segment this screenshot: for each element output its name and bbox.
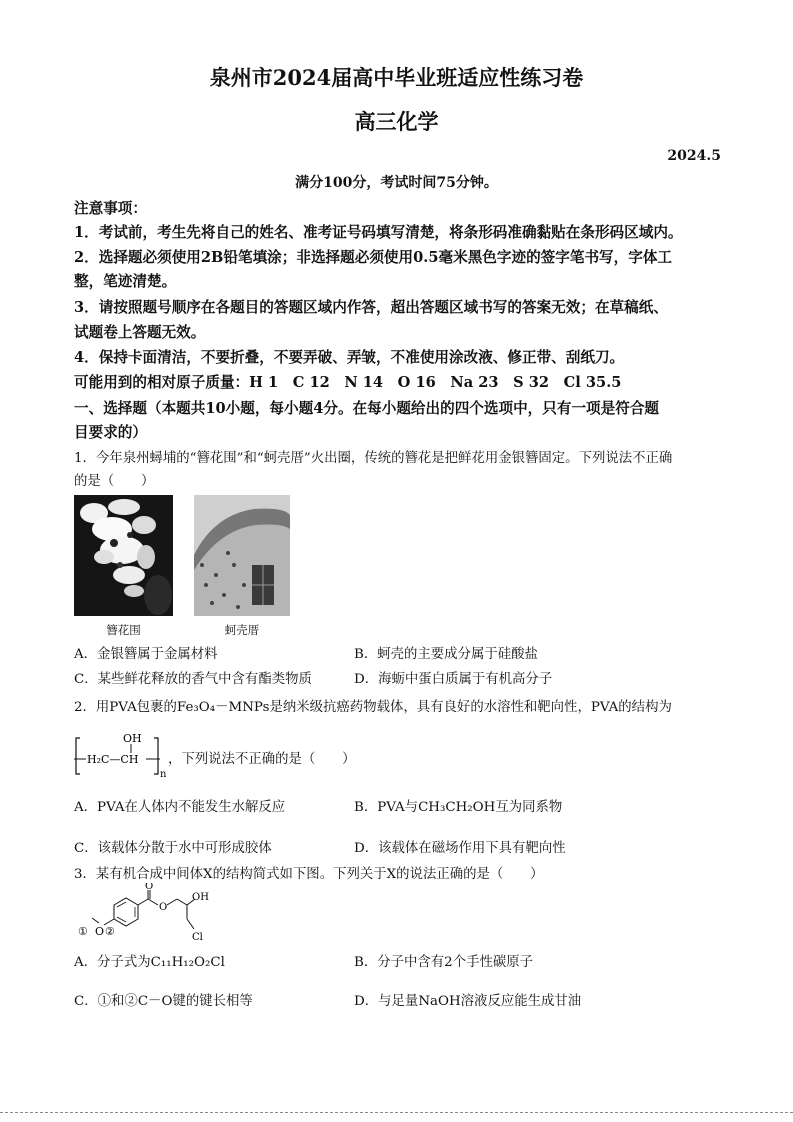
q3-option-d-post: 溶液反应能生成甘油 <box>460 994 582 1009</box>
q3-stem: 3．某有机合成中间体X的结构简式如下图。下列关于X的说法正确的是（ ） <box>74 867 544 882</box>
q2-option-b-pre: B．PVA与 <box>354 800 419 815</box>
bond-label-2: ② <box>105 925 115 938</box>
chlorine-label: Cl <box>192 932 203 943</box>
q2-option-d: D．该载体在磁场作用下具有靶向性 <box>354 841 566 856</box>
q1-option-d: D．海蛎中蛋白质属于有机高分子 <box>354 672 553 687</box>
q2-stem-formula: Fe₃O₄－MNPs <box>176 700 270 715</box>
exam-title: 泉州市2024届高中毕业班适应性练习卷 <box>209 65 584 90</box>
section-1-heading: 一、选择题（本题共10小题，每小题4分。在每小题给出的四个选项中，只有一项是符合题 <box>74 400 660 417</box>
q3-option-c-post: 键的键长相等 <box>172 994 253 1009</box>
carbonyl-o-label: O <box>145 883 154 892</box>
ester-o-label: O <box>159 902 168 913</box>
hairpin-flower-photo <box>74 495 173 616</box>
q2-option-a: A．PVA在人体内不能发生水解反应 <box>74 800 286 815</box>
q1-stem-cont: 的是（ ） <box>74 474 155 489</box>
note-1: 1．考试前，考生先将自己的姓名、准考证号码填写清楚，将条形码准确黏贴在条形码区域内。 <box>74 224 683 241</box>
pva-main-chain: H₂C—CH <box>87 753 139 766</box>
q3-option-c-pre: C．①和② <box>74 994 138 1009</box>
q3-option-d-pre: D．与足量 <box>354 994 419 1009</box>
hairpin-flower-caption: 簪花围 <box>106 623 141 637</box>
pva-repeat-n: n <box>160 769 167 780</box>
q3-option-a <box>74 951 225 970</box>
q2-option-b-formula: CH₃CH₂OH <box>418 800 496 815</box>
score-info: 满分100分，考试时间75分钟。 <box>295 175 498 191</box>
q3-option-d <box>354 990 581 1009</box>
subject-title: 高三化学 <box>354 109 439 134</box>
q1-option-a: A．金银簪属于金属材料 <box>74 647 218 662</box>
hydroxyl-label: OH <box>192 892 209 903</box>
pva-structure <box>74 730 174 780</box>
note-3: 3．请按照题号顺序在各题目的答题区域内作答，超出答题区域书写的答案无效；在草稿纸、 <box>74 299 668 316</box>
molecule-x-structure <box>74 883 224 945</box>
oyster-shell-caption: 蚵壳厝 <box>224 623 260 637</box>
atomic-masses: 可能用到的相对原子质量：H 1 C 12 N 14 O 16 Na 23 S 32 Cl 35.5 <box>74 374 622 391</box>
oyster-shell-house-photo <box>194 495 290 616</box>
q2-stem-pre: 2．用PVA包裹的 <box>74 700 177 715</box>
bond-label-1: ① <box>78 925 88 938</box>
note-3-cont: 试题卷上答题无效。 <box>74 324 206 341</box>
note-2: 2．选择题必须使用2B铅笔填涂；非选择题必须使用0.5毫米黑色字迹的签字笔书写，字体工 <box>74 249 673 266</box>
q3-option-a-formula: C₁₁H₁₂O₂Cl <box>150 955 225 970</box>
note-4: 4．保持卡面清洁，不要折叠，不要弄破、弄皱，不准使用涂改液、修正带、刮纸刀。 <box>74 349 625 366</box>
exam-date: 2024.5 <box>667 148 721 164</box>
pva-oh-label: OH <box>123 732 142 745</box>
q2-stem-tail: ，下列说法不正确的是（ ） <box>168 752 356 767</box>
q3-option-a-pre: A．分子式为 <box>74 955 151 970</box>
section-1-heading-cont: 目要求的） <box>74 424 147 441</box>
q2-option-b-post: 互为同系物 <box>495 800 563 815</box>
q1-stem: 1．今年泉州蟳埔的“簪花围”和“蚵壳厝”火出圈，传统的簪花是把鲜花用金银簪固定。下列说法不正确 <box>74 451 673 466</box>
q3-option-b: B．分子中含有2个手性碳原子 <box>354 955 534 970</box>
q3-option-d-formula: NaOH <box>418 994 461 1009</box>
page-bottom-rule <box>0 1112 793 1113</box>
q2-stem-post: 是纳米级抗癌药物载体，具有良好的水溶性和靶向性，PVA的结构为 <box>269 700 672 715</box>
q3-option-c-formula: C－O <box>137 994 173 1009</box>
notes-heading: 注意事项： <box>74 200 147 217</box>
note-2-cont: 整，笔迹清楚。 <box>74 273 177 290</box>
ether-o-label: O <box>95 925 105 938</box>
q3-option-c <box>74 990 253 1009</box>
q1-option-c: C．某些鲜花释放的香气中含有酯类物质 <box>74 672 312 687</box>
q1-option-b: B．蚵壳的主要成分属于硅酸盐 <box>354 647 538 662</box>
q2-option-c: C．该载体分散于水中可形成胶体 <box>74 841 272 856</box>
q2-option-b <box>354 796 562 815</box>
q2-stem <box>74 696 672 715</box>
